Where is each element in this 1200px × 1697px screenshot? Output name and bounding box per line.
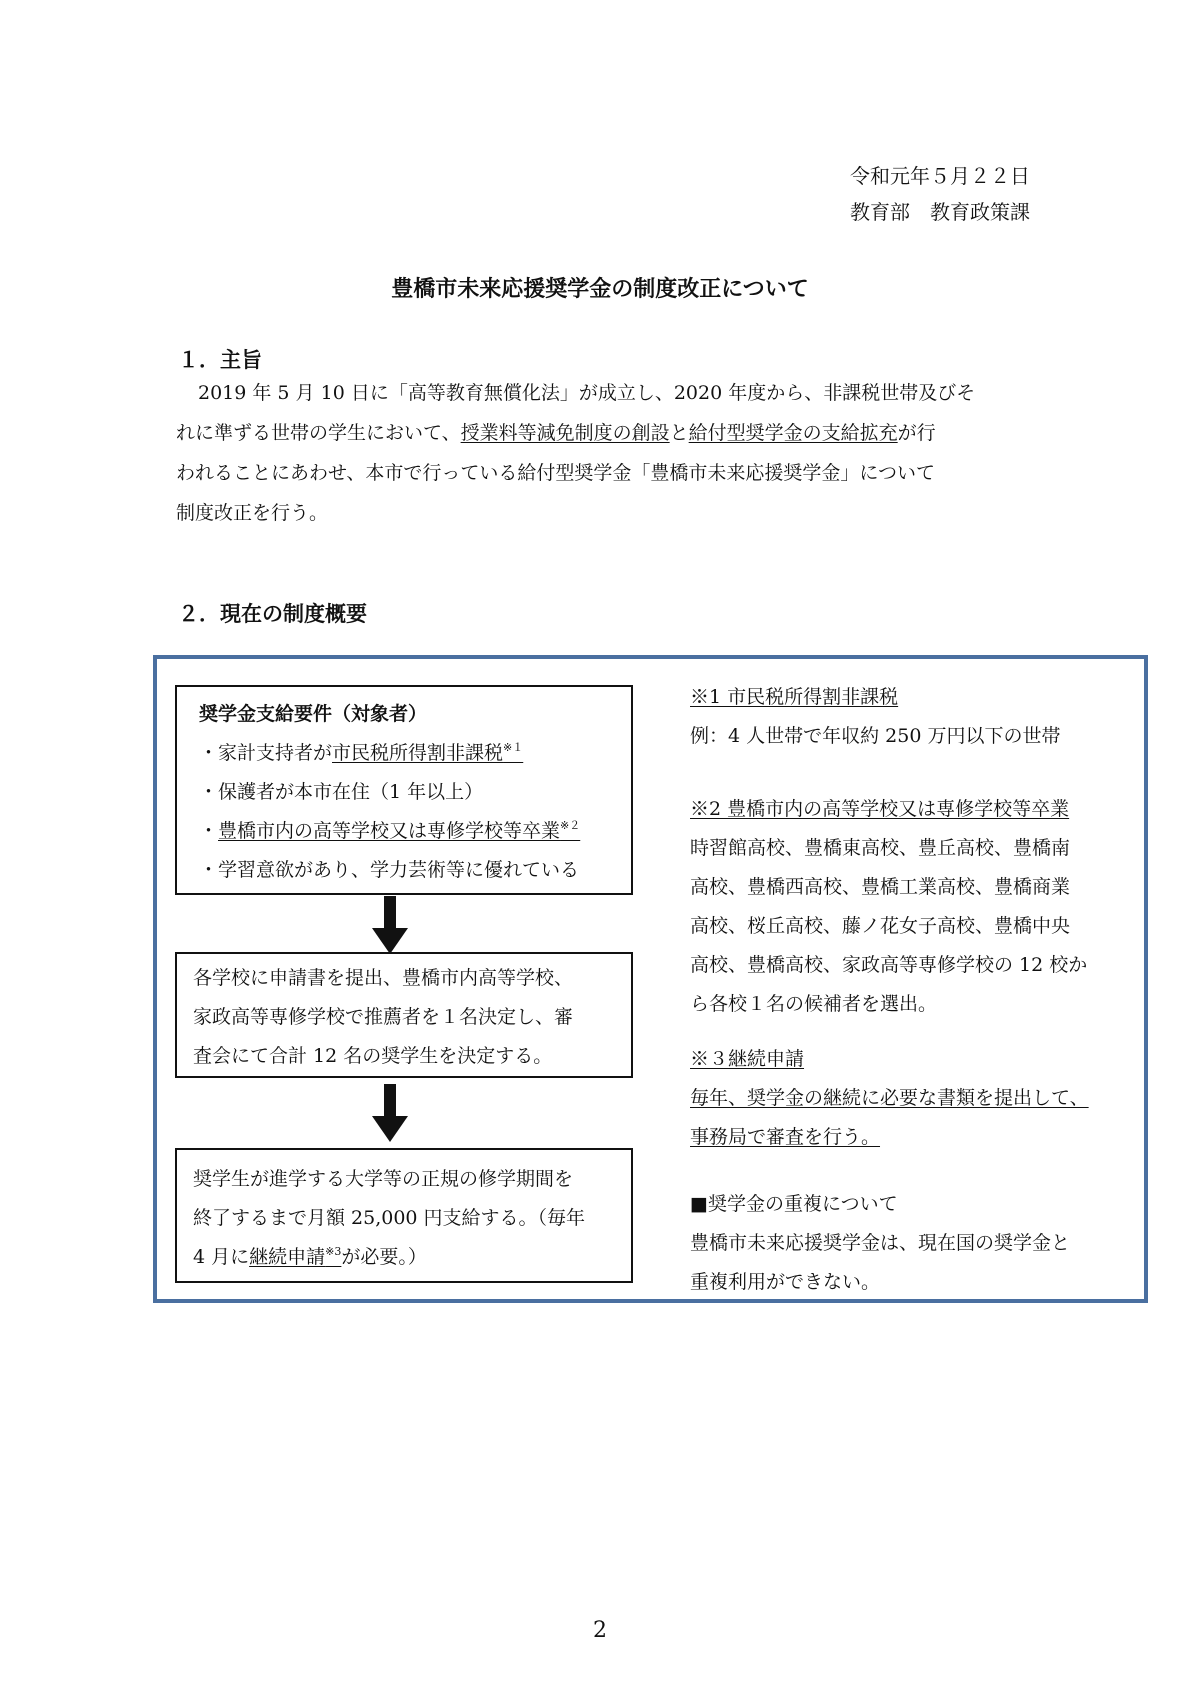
box-line: 終了するまで月額 25,000 円支給する。（毎年	[193, 1207, 586, 1229]
box-line: 家政高等専修学校で推薦者を１名決定し、審	[193, 1006, 574, 1028]
eligibility-item	[199, 734, 631, 773]
note-title: ■奨学金の重複について	[690, 1193, 898, 1215]
text-span: が必要。）	[341, 1246, 427, 1268]
note-text: 高校、豊橋高校、家政高等専修学校の 12 校か	[690, 954, 1088, 976]
page-number: 2	[593, 1618, 607, 1643]
note-text: 毎年、奨学金の継続に必要な書類を提出して、	[690, 1087, 1089, 1109]
note-text: 豊橋市未来応援奨学金は、現在国の奨学金と	[690, 1232, 1071, 1254]
footnote-marker: ※3	[325, 1245, 342, 1258]
text-span: 4 月に	[193, 1246, 250, 1268]
note-text: 重複利用ができない。	[690, 1271, 881, 1293]
eligibility-box	[175, 685, 633, 895]
selection-process-box	[175, 952, 633, 1078]
eligibility-item	[199, 812, 631, 851]
section-heading-purpose: １．主旨	[178, 348, 262, 372]
note-text: 例：4 人世帯で年収約 250 万円以下の世帯	[690, 725, 1061, 747]
text-span: れに準ずる世帯の学生において、	[176, 422, 461, 444]
note-title: ※1 市民税所得割非課税	[690, 686, 899, 708]
note-text: 高校、豊橋西高校、豊橋工業高校、豊橋商業	[690, 876, 1071, 898]
eligibility-heading: 奨学金支給要件（対象者）	[199, 703, 428, 725]
text-span: と	[669, 422, 689, 444]
purpose-paragraph-line	[176, 418, 936, 445]
box-line: 査会にて合計 12 名の奨学生を決定する。	[193, 1045, 553, 1067]
page-title: 豊橋市未来応援奨学金の制度改正について	[391, 277, 809, 302]
purpose-paragraph-line: われることにあわせ、本市で行っている給付型奨学金「豊橋市未来応援奨学金」について	[176, 462, 936, 484]
note-title: ※2 豊橋市内の高等学校又は専修学校等卒業	[690, 798, 1070, 820]
text-span: 市民税所得割非課税	[332, 742, 504, 764]
note-text: 高校、桜丘高校、藤ノ花女子高校、豊橋中央	[690, 915, 1071, 937]
note-title: ※３継続申請	[690, 1048, 805, 1070]
text-span: 継続申請	[249, 1246, 326, 1268]
purpose-paragraph-line: 2019 年 5 月 10 日に「高等教育無償化法」が成立し、2020 年度から、非課税世帯及びそ	[198, 382, 976, 404]
note-duplication	[690, 1185, 1070, 1302]
down-arrow-icon	[370, 896, 410, 954]
box-line: 各学校に申請書を提出、豊橋市内高等学校、	[193, 967, 574, 989]
text-span: ・家計支持者が	[199, 742, 333, 764]
down-arrow-icon	[370, 1084, 410, 1142]
note-schools	[690, 790, 1087, 1024]
payment-box	[175, 1148, 633, 1283]
section-heading-overview: ２．現在の制度概要	[178, 602, 367, 626]
box-line	[193, 1238, 631, 1277]
underlined-text	[249, 1246, 341, 1268]
note-text: ら各校１名の候補者を選出。	[690, 993, 938, 1015]
department-name: 教育部 教育政策課	[850, 200, 1030, 224]
note-renewal	[690, 1040, 1089, 1157]
text-span: ・	[199, 820, 219, 842]
underlined-text	[218, 820, 580, 842]
note-tax-exempt	[690, 678, 1060, 756]
document-date: 令和元年５月２２日	[850, 164, 1030, 188]
note-text: 事務局で審査を行う。	[690, 1126, 881, 1148]
underlined-text: 授業料等減免制度の創設	[460, 422, 670, 444]
underlined-text	[332, 742, 523, 764]
text-span: 豊橋市内の高等学校又は専修学校等卒業	[218, 820, 561, 842]
footnote-marker: ※２	[560, 819, 581, 832]
footnote-marker: ※１	[503, 741, 524, 754]
purpose-paragraph-line: 制度改正を行う。	[176, 502, 329, 524]
eligibility-item: ・学習意欲があり、学力芸術等に優れている	[199, 859, 580, 881]
note-text: 時習館高校、豊橋東高校、豊丘高校、豊橋南	[690, 837, 1071, 859]
underlined-text: 給付型奨学金の支給拡充	[688, 422, 898, 444]
box-line: 奨学生が進学する大学等の正規の修学期間を	[193, 1168, 574, 1190]
eligibility-item: ・保護者が本市在住（1 年以上）	[199, 781, 484, 803]
text-span: が行	[897, 422, 936, 444]
